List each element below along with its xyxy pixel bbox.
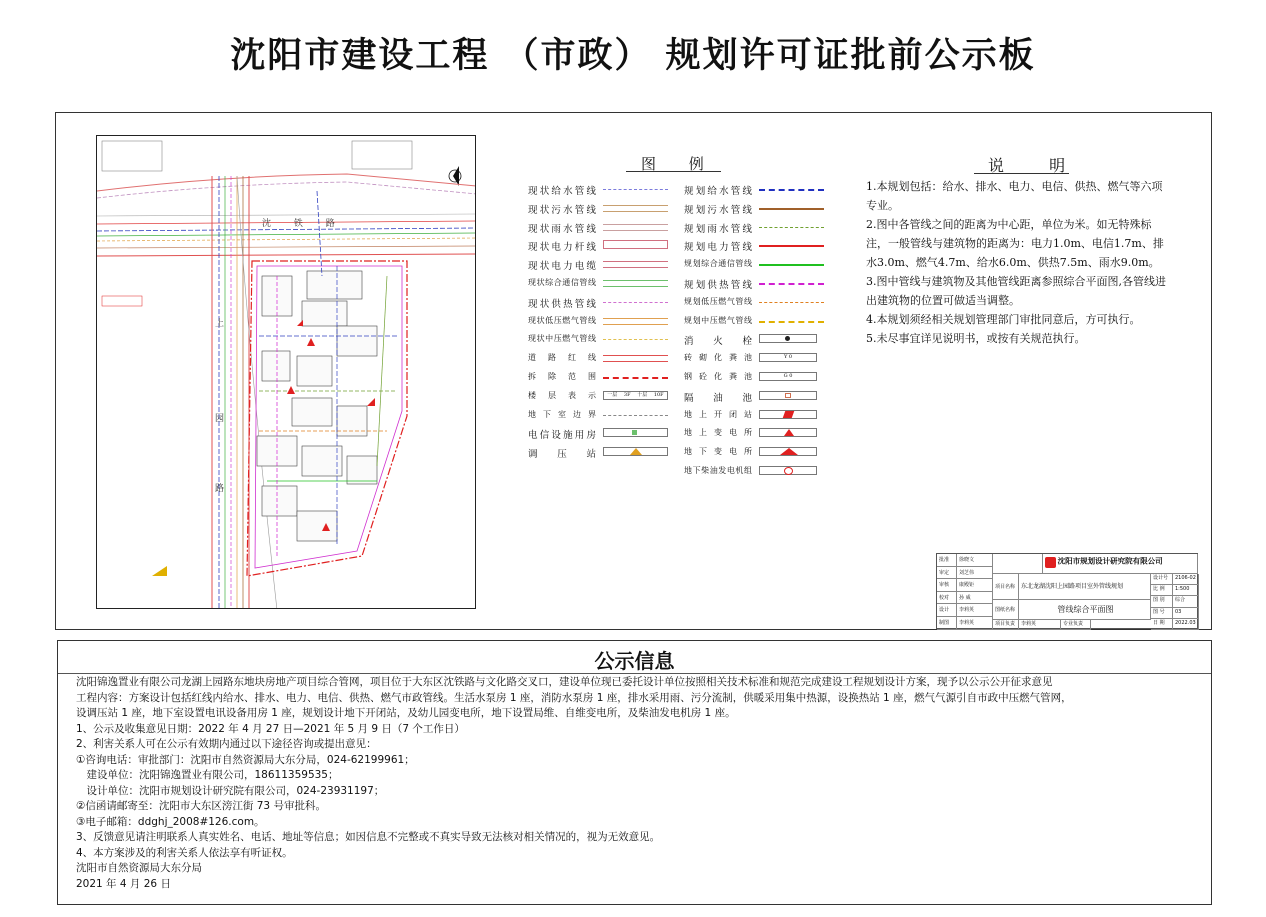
legend-item-label: 地 下 室 边 界 [528,409,596,419]
public-info-line: 1、公示及收集意见日期：2022 年 4 月 27 日—2021 年 5 月 9 日（7 个工作日） [76,722,465,735]
legend-item-label: 规划污水管线 [684,204,752,216]
note-item: 4.本规划须经相关规划管理部门审批同意后，方可执行。 [866,313,1141,326]
legend-item [528,219,678,238]
public-info-line: 建设单位：沈阳锦逸置业有限公司，18611359535； [76,769,339,781]
title-block-meta-key: 图 号 [1151,608,1173,619]
legend-item [528,407,678,426]
legend-left-column [528,181,678,463]
legend-item-label: 现状污水管线 [528,204,596,216]
title-block-meta-key: 比 例 [1151,585,1173,596]
title-block-company-cell [1043,554,1198,574]
legend-item [684,313,834,332]
legend-item-label: 规划给水管线 [684,186,752,197]
public-info-line: 沈阳市自然资源局大东分局 [76,862,202,874]
title-block-meta-value: 1:500 [1173,585,1199,596]
title-block-drawing: 管线综合平面图 [1019,600,1151,620]
legend-item-label: 现状电力杆线 [528,242,596,254]
title-block-lead-name: 李莉英 [1019,620,1061,630]
title-block-role: 制图 [937,617,957,630]
legend-item-label: 砖 砌 化 粪 池 [684,353,752,363]
legend-item-label: 地下柴油发电机组 [684,465,752,475]
title-block-person: 孙 威 [957,592,993,605]
legend-item [528,294,678,313]
page-title: 沈阳市建设工程 （市政） 规划许可证批前公示板 [230,36,1036,76]
public-info-line: 2、利害关系人可在公示有效期内通过以下途径咨询或提出意见： [76,738,377,750]
legend-item-label: 规划雨水管线 [684,223,752,235]
site-plan-map [96,135,476,609]
legend-item [684,181,834,200]
title-block-drawing-label: 图纸名称 [993,600,1019,620]
public-info-panel [57,640,1212,905]
public-info-line: ②信函请邮寄至：沈阳市大东区滂江街 73 号审批科。 [76,800,326,812]
note-item: 5.未尽事宜详见说明书，或按有关规范执行。 [866,332,1086,345]
public-info-divider [58,673,1211,674]
title-block-role: 审核 [937,579,957,592]
floor-sample: 3F [623,391,631,398]
notes-title: 说 明 [988,156,1086,175]
legend-item [528,388,678,407]
legend-item-label: 地 上 变 电 所 [684,428,752,438]
legend-item [528,313,678,332]
legend-item [684,275,834,294]
legend-item [684,237,834,256]
legend-item [528,275,678,294]
note-item: 3.图中管线与建筑物及其他管线距离参照综合平面图,各管线进出建筑物的位置可做适当调整。 [866,275,1166,307]
title-block-person: 康殿钜 [957,579,993,592]
legend-item-label: 地 下 变 电 所 [684,447,752,457]
legend-item [684,200,834,219]
floor-sample: 10F [653,391,664,398]
note-item: 2.图中各管线之间的距离为中心距，单位为米。如无特殊标注，一般管线与建筑物的距离为：电力1.0m、电信1.7m、排水3.0m、燃气4.7m、给水6.0m、供热7.5m、雨水9.0m。 [866,218,1164,269]
title-block-cert [993,554,1043,574]
note-item: 1.本规划包括：给水、排水、电力、电信、供热、燃气等六项专业。 [866,180,1163,212]
street-label-left-2: 园 [215,414,225,424]
title-block-meta-key: 日 期 [1151,619,1173,630]
public-info-line: 工程内容：方案设计包括红线内给水、排水、电力、电信、供热、燃气市政管线。生活水泵房 1 座，消防水泵房 1 座，排水采用雨、污分流制，供暖采用集中热源，设换热站 1 座，燃气气源引自市政中压燃气管网， [76,691,1072,704]
legend-item [684,425,834,444]
title-block-project-label: 项目名称 [993,574,1019,600]
drawing-title-block [936,553,1198,629]
legend-item-label: 规划低压燃气管线 [684,296,752,306]
legend-item-label: 现状电力电缆 [528,261,596,273]
legend-item-label: 规划供热管线 [684,279,752,291]
legend-item [684,463,834,482]
legend-item-label: 电信设施用房 [528,430,596,442]
site-plan-drawing [97,136,476,609]
legend-item [684,219,834,238]
title-block-meta-value: 03 [1173,608,1199,619]
legend-item-label: 现状供热管线 [528,298,596,310]
legend-item [684,407,834,426]
legend-item [528,444,678,463]
plan-board [55,112,1212,630]
public-info-line: 设计单位：沈阳市规划设计研究院有限公司，024-23931197； [76,784,385,797]
legend-item-label: 规划综合通信管线 [684,259,752,269]
legend-item-label: 规划中压燃气管线 [684,315,752,325]
legend-item-label: 现状中压燃气管线 [528,334,596,344]
legend-item-label: 道 路 红 线 [528,353,596,363]
legend-item-label: 现状综合通信管线 [528,277,596,287]
public-info-line: 设调压站 1 座，地下室设置电讯设备用房 1 座，规划设计地下开闭站，及幼儿园变电所，地下设置局维、自维变电所，及柴油发电机房 1 座。 [76,707,736,719]
title-block-meta-value: 2106-02 [1173,574,1199,585]
street-label-left-3: 路 [215,484,225,494]
legend-item: 钢 砼 化 粪 池 G 0 [684,369,834,388]
legend-right-column [684,181,834,482]
legend-item-label: 钢 砼 化 粪 池 [684,371,752,381]
legend-item [528,369,678,388]
legend-item [684,331,834,350]
legend-item [528,425,678,444]
title-block-project: 东北龙湖沈阳上园路项目室外管线规划 [1019,574,1151,600]
legend-item [528,200,678,219]
legend-title: 图 例 [641,155,718,173]
legend-item [528,331,678,350]
legend-item [528,181,678,200]
public-info-line: 3、反馈意见请注明联系人真实姓名、电话、地址等信息；如因信息不完整或不真实导致无法核对相关情况的，视为无效意见。 [76,831,661,843]
legend-item [684,444,834,463]
legend-title-underline [626,171,721,172]
legend-item-label: 调 压 站 [528,449,596,461]
public-info-line: 4、本方案涉及的利害关系人依法享有听证权。 [76,846,293,859]
legend-item-label: 楼 层 表 示 [528,390,596,400]
title-block-meta-value: 综合 [1173,596,1199,607]
legend-item [528,350,678,369]
legend-item-label: 现状给水管线 [528,186,596,197]
legend-item [684,294,834,313]
title-block-person: 刘芝伟 [957,567,993,580]
legend-item-label: 隔 油 池 [684,392,752,404]
street-label-top: 沈 铁 路 [262,219,345,229]
legend-item [528,256,678,275]
legend-item-label: 拆 除 范 围 [528,371,596,381]
public-info-line: ①咨询电话：审批部门：沈阳市自然资源局大东分局，024-62199961； [76,753,415,766]
title-block-role: 审定 [937,567,957,580]
title-block-meta-key: 设计号 [1151,574,1173,585]
title-block-person: 李莉英 [957,617,993,630]
legend-item [684,388,834,407]
public-info-line: 沈阳锦逸置业有限公司龙湖上园路东地块房地产项目综合管网，项目位于大东区沈铁路与文化路交叉口，建设单位现已委托设计单位按照相关技术标准和规范完成建设工程规划设计方案，现予以公示公开征求意见 [76,676,1053,688]
street-label-left-1: 上 [215,319,225,329]
public-info-line: ③电子邮箱：ddghj_2008#126.com。 [76,815,265,828]
title-block-role: 校对 [937,592,957,605]
title-block-lead-label: 项目负责 [993,620,1019,630]
floor-sample: 十层 [637,391,648,398]
legend-item-label: 现状雨水管线 [528,223,596,235]
title-block-meta-key: 图 别 [1151,596,1173,607]
legend-item-label: 现状低压燃气管线 [528,315,596,325]
public-info-text [76,675,1196,892]
notes-list [866,177,1166,348]
legend-item: 砖 砌 化 粪 池 Y 0 [684,350,834,369]
public-info-line: 2021 年 4 月 26 日 [76,877,171,890]
legend-item-label: 地 上 开 闭 站 [684,409,752,419]
title-block-person: 李莉英 [957,604,993,617]
legend-item-label: 消 火 栓 [684,336,752,348]
legend-item [528,237,678,256]
title-block-meta-value: 2022.03 [1173,619,1199,630]
title-block-company: 沈阳市规划设计研究院有限公司 [1057,556,1163,566]
north-arrow-icon [449,166,461,186]
title-block-person: 徐晓文 [957,554,993,567]
legend-item [684,256,834,275]
legend-item-label: 规划电力管线 [684,242,752,254]
floor-sample: 一层 [607,391,618,398]
public-info-title: 公示信息 [594,649,675,673]
notes-title-underline [974,173,1069,174]
title-block-discipline-label: 专业负责 [1061,620,1091,630]
title-block-role: 批准 [937,554,957,567]
company-logo-icon [1045,557,1056,568]
title-block-role: 设计 [937,604,957,617]
